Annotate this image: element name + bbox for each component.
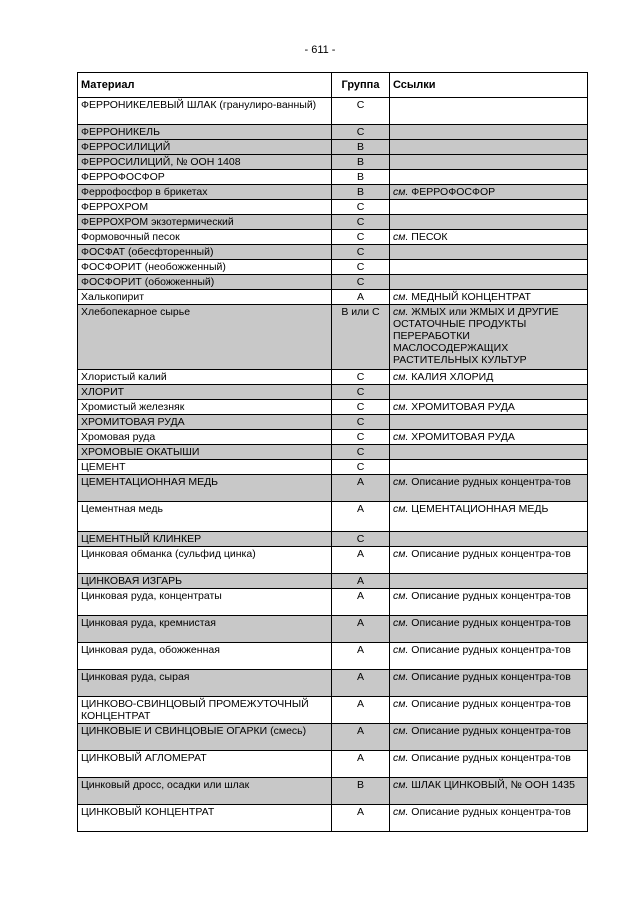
reference-text: КАЛИЯ ХЛОРИД	[411, 371, 494, 383]
reference-cell	[390, 547, 588, 574]
see-prefix: см.	[393, 401, 409, 413]
reference-text: Описание рудных концентра-тов	[411, 752, 571, 764]
table-row	[78, 275, 588, 290]
material-cell: Халькопирит	[78, 290, 332, 305]
reference-text: ХРОМИТОВАЯ РУДА	[411, 401, 515, 413]
material-cell: ФЕРРОНИКЕЛЕВЫЙ ШЛАК (гранулиро-ванный)	[78, 98, 332, 125]
reference-text: Описание рудных концентра-тов	[411, 590, 571, 602]
materials-table	[77, 72, 588, 832]
reference-cell	[390, 430, 588, 445]
material-cell: ЦИНКОВЫЙ АГЛОМЕРАТ	[78, 751, 332, 778]
see-prefix: см.	[393, 503, 409, 515]
group-cell: А	[332, 502, 390, 532]
table-row	[78, 805, 588, 832]
group-cell: А	[332, 670, 390, 697]
reference-cell	[390, 532, 588, 547]
see-prefix: см.	[393, 476, 409, 488]
table-row	[78, 670, 588, 697]
reference-cell	[390, 140, 588, 155]
material-cell: ЦЕМЕНТНЫЙ КЛИНКЕР	[78, 532, 332, 547]
material-cell: Цинковая руда, концентраты	[78, 589, 332, 616]
reference-cell	[390, 215, 588, 230]
see-prefix: см.	[393, 306, 409, 318]
group-cell: А	[332, 574, 390, 589]
reference-cell	[390, 445, 588, 460]
group-cell: А	[332, 751, 390, 778]
group-cell: С	[332, 260, 390, 275]
material-cell: Цементная медь	[78, 502, 332, 532]
reference-cell	[390, 155, 588, 170]
group-cell: С	[332, 532, 390, 547]
group-cell: В	[332, 140, 390, 155]
header-refs: Ссылки	[390, 73, 588, 98]
reference-cell	[390, 670, 588, 697]
material-cell: Феррофосфор в брикетах	[78, 185, 332, 200]
group-cell: В или С	[332, 305, 390, 370]
table-row	[78, 125, 588, 140]
see-prefix: см.	[393, 617, 409, 629]
group-cell: А	[332, 697, 390, 724]
see-prefix: см.	[393, 186, 409, 198]
reference-cell	[390, 400, 588, 415]
material-cell: Цинковая руда, кремнистая	[78, 616, 332, 643]
reference-cell	[390, 751, 588, 778]
material-cell: Хлебопекарное сырье	[78, 305, 332, 370]
group-cell: С	[332, 430, 390, 445]
table-row	[78, 415, 588, 430]
group-cell: А	[332, 547, 390, 574]
material-cell: ФОСФАТ (обесфторенный)	[78, 245, 332, 260]
reference-text: ШЛАК ЦИНКОВЫЙ, № ООН 1435	[411, 779, 575, 791]
see-prefix: см.	[393, 671, 409, 683]
reference-text: ЦЕМЕНТАЦИОННАЯ МЕДЬ	[411, 503, 549, 515]
group-cell: С	[332, 215, 390, 230]
see-prefix: см.	[393, 548, 409, 560]
material-cell: ЦИНКОВЫЕ И СВИНЦОВЫЕ ОГАРКИ (смесь)	[78, 724, 332, 751]
reference-cell	[390, 805, 588, 832]
material-cell: ЦИНКОВАЯ ИЗГАРЬ	[78, 574, 332, 589]
table-row	[78, 502, 588, 532]
reference-cell	[390, 574, 588, 589]
see-prefix: см.	[393, 231, 409, 243]
table-row	[78, 589, 588, 616]
material-cell: Цинковая руда, обожженная	[78, 643, 332, 670]
reference-text: Описание рудных концентра-тов	[411, 644, 571, 656]
reference-text: Описание рудных концентра-тов	[411, 806, 571, 818]
table-row	[78, 245, 588, 260]
reference-cell	[390, 724, 588, 751]
material-cell: ФЕРРОНИКЕЛЬ	[78, 125, 332, 140]
see-prefix: см.	[393, 752, 409, 764]
header-group: Группа	[332, 73, 390, 98]
reference-text: Описание рудных концентра-тов	[411, 671, 571, 683]
table-row	[78, 230, 588, 245]
reference-text: ЖМЫХ или ЖМЫХ И ДРУГИЕ ОСТАТОЧНЫЕ ПРОДУКТЫ ПЕРЕРАБОТКИ МАСЛОСОДЕРЖАЩИХ РАСТИТЕЛЬНЫХ КУЛЬТУР	[393, 306, 559, 366]
material-cell: Хромовая руда	[78, 430, 332, 445]
see-prefix: см.	[393, 806, 409, 818]
material-cell: ЦИНКОВО-СВИНЦОВЫЙ ПРОМЕЖУТОЧНЫЙ КОНЦЕНТРАТ	[78, 697, 332, 724]
table-row	[78, 475, 588, 502]
material-cell: ХРОМОВЫЕ ОКАТЫШИ	[78, 445, 332, 460]
group-cell: С	[332, 245, 390, 260]
table-row	[78, 574, 588, 589]
reference-cell	[390, 170, 588, 185]
group-cell: С	[332, 385, 390, 400]
see-prefix: см.	[393, 431, 409, 443]
reference-cell	[390, 125, 588, 140]
see-prefix: см.	[393, 590, 409, 602]
material-cell: ФЕРРОХРОМ экзотермический	[78, 215, 332, 230]
group-cell: В	[332, 155, 390, 170]
group-cell: С	[332, 370, 390, 385]
reference-cell	[390, 502, 588, 532]
group-cell: С	[332, 460, 390, 475]
table-row	[78, 215, 588, 230]
table-row	[78, 260, 588, 275]
group-cell: А	[332, 805, 390, 832]
table-row	[78, 547, 588, 574]
group-cell: С	[332, 230, 390, 245]
table-row	[78, 430, 588, 445]
reference-cell	[390, 697, 588, 724]
material-cell: ХРОМИТОВАЯ РУДА	[78, 415, 332, 430]
reference-text: Описание рудных концентра-тов	[411, 617, 571, 629]
group-cell: А	[332, 589, 390, 616]
table-row	[78, 445, 588, 460]
reference-text: Описание рудных концентра-тов	[411, 698, 571, 710]
reference-text: Описание рудных концентра-тов	[411, 725, 571, 737]
material-cell: ЦЕМЕНТАЦИОННАЯ МЕДЬ	[78, 475, 332, 502]
see-prefix: см.	[393, 644, 409, 656]
group-cell: В	[332, 170, 390, 185]
material-cell: ФЕРРОСИЛИЦИЙ	[78, 140, 332, 155]
group-cell: А	[332, 290, 390, 305]
group-cell: С	[332, 415, 390, 430]
material-cell: ФОСФОРИТ (обожженный)	[78, 275, 332, 290]
table-row	[78, 778, 588, 805]
table-row	[78, 385, 588, 400]
reference-cell	[390, 616, 588, 643]
table-row	[78, 532, 588, 547]
group-cell: А	[332, 475, 390, 502]
see-prefix: см.	[393, 779, 409, 791]
reference-cell	[390, 230, 588, 245]
reference-cell	[390, 200, 588, 215]
reference-cell	[390, 245, 588, 260]
reference-cell	[390, 290, 588, 305]
reference-text: Описание рудных концентра-тов	[411, 548, 571, 560]
group-cell: С	[332, 200, 390, 215]
reference-cell	[390, 98, 588, 125]
header-material: Материал	[78, 73, 332, 98]
material-cell: ЦИНКОВЫЙ КОНЦЕНТРАТ	[78, 805, 332, 832]
table-row	[78, 400, 588, 415]
table-row	[78, 370, 588, 385]
group-cell: С	[332, 445, 390, 460]
material-cell: Хромистый железняк	[78, 400, 332, 415]
see-prefix: см.	[393, 371, 409, 383]
table-row	[78, 140, 588, 155]
reference-cell	[390, 275, 588, 290]
reference-cell	[390, 415, 588, 430]
see-prefix: см.	[393, 725, 409, 737]
table-row	[78, 305, 588, 370]
reference-cell	[390, 305, 588, 370]
reference-cell	[390, 475, 588, 502]
group-cell: С	[332, 275, 390, 290]
group-cell: С	[332, 400, 390, 415]
reference-text: МЕДНЫЙ КОНЦЕНТРАТ	[411, 291, 531, 303]
material-cell: ФЕРРОСИЛИЦИЙ, № ООН 1408	[78, 155, 332, 170]
page-number: - 611 -	[304, 44, 336, 56]
see-prefix: см.	[393, 291, 409, 303]
table-row	[78, 185, 588, 200]
material-cell: ФОСФОРИТ (необожженный)	[78, 260, 332, 275]
group-cell: А	[332, 724, 390, 751]
material-cell: Цинковый дросс, осадки или шлак	[78, 778, 332, 805]
group-cell: А	[332, 643, 390, 670]
reference-cell	[390, 460, 588, 475]
reference-cell	[390, 370, 588, 385]
reference-text: ФЕРРОФОСФОР	[411, 186, 496, 198]
table-row	[78, 155, 588, 170]
table-row	[78, 697, 588, 724]
table-row	[78, 643, 588, 670]
table-row	[78, 290, 588, 305]
table-row	[78, 200, 588, 215]
material-cell: Хлористый калий	[78, 370, 332, 385]
table-row	[78, 460, 588, 475]
reference-cell	[390, 260, 588, 275]
group-cell: С	[332, 98, 390, 125]
material-cell: ЦЕМЕНТ	[78, 460, 332, 475]
group-cell: А	[332, 616, 390, 643]
group-cell: В	[332, 778, 390, 805]
reference-cell	[390, 185, 588, 200]
reference-cell	[390, 643, 588, 670]
reference-text: ХРОМИТОВАЯ РУДА	[411, 431, 515, 443]
material-cell: ФЕРРОХРОМ	[78, 200, 332, 215]
reference-cell	[390, 778, 588, 805]
reference-cell	[390, 385, 588, 400]
material-cell: ХЛОРИТ	[78, 385, 332, 400]
material-cell: Цинковая обманка (сульфид цинка)	[78, 547, 332, 574]
table-header-row	[78, 73, 588, 98]
material-cell: Цинковая руда, сырая	[78, 670, 332, 697]
table-row	[78, 170, 588, 185]
table-row	[78, 616, 588, 643]
table-row	[78, 724, 588, 751]
table-row	[78, 751, 588, 778]
group-cell: С	[332, 125, 390, 140]
table-row	[78, 98, 588, 125]
material-cell: ФЕРРОФОСФОР	[78, 170, 332, 185]
reference-text: Описание рудных концентра-тов	[411, 476, 571, 488]
group-cell: В	[332, 185, 390, 200]
reference-cell	[390, 589, 588, 616]
material-cell: Формовочный песок	[78, 230, 332, 245]
see-prefix: см.	[393, 698, 409, 710]
reference-text: ПЕСОК	[411, 231, 448, 243]
